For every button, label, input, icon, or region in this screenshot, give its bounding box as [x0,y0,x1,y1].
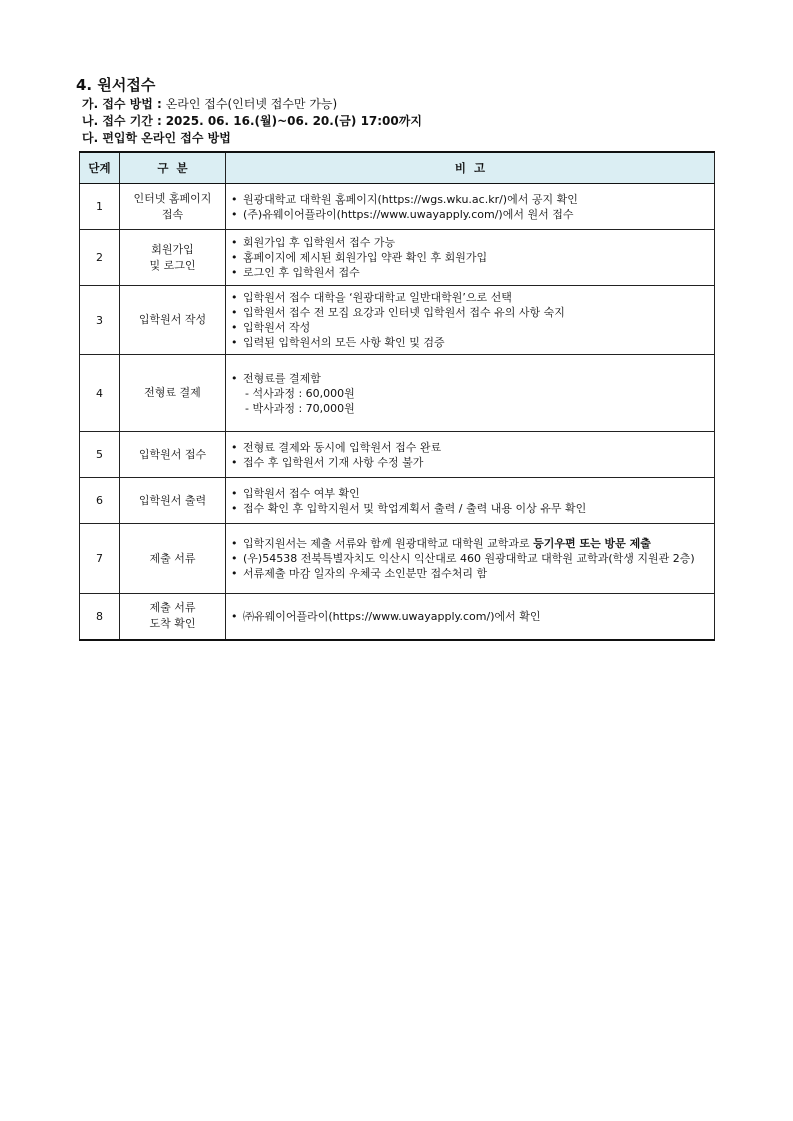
note-item [231,265,710,280]
step-category [120,355,226,432]
application-period-label: 나. 접수 기간 : [82,114,162,128]
header-step: 단계 [80,152,120,184]
note-text: 입학원서 접수 대학을 ‘원광대학교 일반대학원’으로 선택 [243,291,512,304]
procedure-heading: 다. 편입학 온라인 접수 방법 [82,131,231,145]
bullet-icon: • [231,486,238,500]
note-item [231,320,710,335]
step-notes [226,478,715,524]
application-method-label: 가. 접수 방법 : [82,97,162,111]
section-number: 4. [76,76,93,94]
note-item [231,192,710,207]
step-number: 7 [80,524,120,594]
category-line: 입학원서 작성 [138,313,207,326]
note-text: 입학지원서는 제출 서류와 함께 원광대학교 대학원 교학과로 [243,537,534,550]
application-period-line [82,112,422,129]
note-text: 입학원서 작성 [243,321,311,334]
note-text-wrap [243,290,710,305]
note-item [231,551,710,566]
note-item [231,455,710,470]
bullet-icon: • [231,501,238,515]
bullet-icon: • [231,306,238,319]
category-line: 전형료 결제 [144,386,201,399]
table-row [80,230,715,286]
bullet-icon: • [231,251,238,264]
category-line: 인터넷 홈페이지 [133,191,212,205]
category-line: 입학원서 출력 [138,493,207,507]
step-number: 2 [80,230,120,286]
bullet-icon: • [231,266,238,279]
category-line: 및 로그인 [149,258,196,272]
step-notes [226,432,715,478]
bullet-icon: • [231,609,238,623]
note-text-wrap [243,455,710,470]
note-text-wrap [243,250,710,265]
category-line: 제출 서류 [149,551,196,565]
note-item [231,335,710,350]
note-text-wrap [243,265,710,280]
step-number: 3 [80,286,120,355]
note-text: ㈜유웨이어플라이(https://www.uwayapply.com/)에서 확인 [243,609,541,623]
note-text-wrap [243,235,710,250]
note-text-wrap [243,609,710,624]
note-text: 접수 후 입학원서 기재 사항 수정 불가 [243,455,424,469]
step-category [120,478,226,524]
note-text-wrap [243,551,710,566]
note-text-wrap [243,192,710,207]
note-text: 입력된 입학원서의 모든 사항 확인 및 검증 [243,336,445,349]
step-notes [226,594,715,640]
step-number: 4 [80,355,120,432]
bullet-icon: • [231,336,238,349]
application-method-value: 온라인 접수(인터넷 접수만 가능) [165,97,338,111]
note-item [231,235,710,250]
bullet-icon: • [231,552,238,565]
note-item [231,501,710,516]
step-number: 8 [80,594,120,640]
note-text-wrap [243,335,710,350]
header-category: 구 분 [120,152,226,184]
step-number: 1 [80,184,120,230]
fee-sub-item: - 석사과정 : 60,000원 [245,386,355,400]
note-text-wrap [243,536,710,551]
step-category [120,524,226,594]
section-heading [76,74,155,95]
note-item [231,536,710,551]
note-text-wrap [243,501,710,516]
note-item [231,486,710,501]
table-row [80,432,715,478]
category-line: 도착 확인 [149,617,196,631]
category-line: 회원가입 [151,242,194,256]
step-category [120,432,226,478]
bullet-icon: • [231,440,238,454]
application-period-value: 2025. 06. 16.(월)~06. 20.(금) 17:00까지 [165,114,422,128]
note-item [231,250,710,265]
note-item [231,290,710,305]
step-notes [226,524,715,594]
procedure-heading-line [82,129,231,146]
note-text: (주)유웨이어플라이(https://www.uwayapply.com/)에서 원서 접수 [243,207,574,221]
table-row [80,184,715,230]
step-category [120,286,226,355]
note-item [231,566,710,581]
table-header-row [80,152,715,184]
note-text: 입학원서 접수 전 모집 요강과 인터넷 입학원서 접수 유의 사항 숙지 [243,306,565,319]
note-text-wrap [243,440,710,455]
bullet-icon: • [231,236,238,249]
note-text: 전형료 결제와 동시에 입학원서 접수 완료 [243,440,442,454]
application-method-line [82,95,337,112]
category-line: 접속 [161,207,184,221]
table-row [80,594,715,640]
note-emphasis: 등기우편 또는 방문 제출 [533,537,651,550]
note-text-wrap [243,320,710,335]
table-row [80,478,715,524]
step-notes [226,230,715,286]
bullet-icon: • [231,321,238,334]
note-item [231,609,710,624]
note-text: 회원가입 후 입학원서 접수 가능 [243,236,396,249]
step-category [120,230,226,286]
note-text-wrap [243,305,710,320]
table-row [80,286,715,355]
note-text-wrap [243,486,710,501]
bullet-icon: • [231,291,238,304]
bullet-icon: • [231,192,238,206]
step-category [120,184,226,230]
step-notes [226,184,715,230]
note-text: 홈페이지에 제시된 회원가입 약관 확인 후 회원가입 [243,251,488,264]
section-title: 원서접수 [97,76,156,94]
bullet-icon: • [231,207,238,221]
step-number: 6 [80,478,120,524]
category-line: 입학원서 접수 [138,447,207,461]
note-text-wrap [243,207,710,222]
bullet-icon: • [231,537,238,550]
header-note: 비 고 [226,152,715,184]
note-text: 서류제출 마감 일자의 우체국 소인분만 접수처리 함 [243,567,488,580]
table-row [80,355,715,432]
note-item [231,207,710,222]
step-number: 5 [80,432,120,478]
application-steps-table [79,151,715,641]
step-notes [226,355,715,432]
table-row [80,524,715,594]
note-item [231,440,710,455]
note-text: (우)54538 전북특별자치도 익산시 익산대로 460 원광대학교 대학원 교학과(학생 지원관 2층) [243,552,695,565]
bullet-icon: • [231,455,238,469]
note-text: 접수 확인 후 입학지원서 및 학업계획서 출력 / 출력 내용 이상 유무 확인 [243,501,587,515]
note-item [231,371,710,386]
note-text: 로그인 후 입학원서 접수 [243,266,360,279]
note-text: 전형료를 결제함 [243,371,321,385]
note-text-wrap [243,566,710,581]
step-category [120,594,226,640]
step-notes [226,286,715,355]
note-text-wrap [243,371,710,386]
note-text: 원광대학교 대학원 홈페이지(https://wgs.wku.ac.kr/)에서 공지 확인 [243,192,578,206]
fee-sub-item: - 박사과정 : 70,000원 [245,401,355,415]
bullet-icon: • [231,567,238,580]
note-text: 입학원서 접수 여부 확인 [243,486,360,500]
note-item [231,305,710,320]
bullet-icon: • [231,371,238,385]
category-line: 제출 서류 [149,601,196,615]
